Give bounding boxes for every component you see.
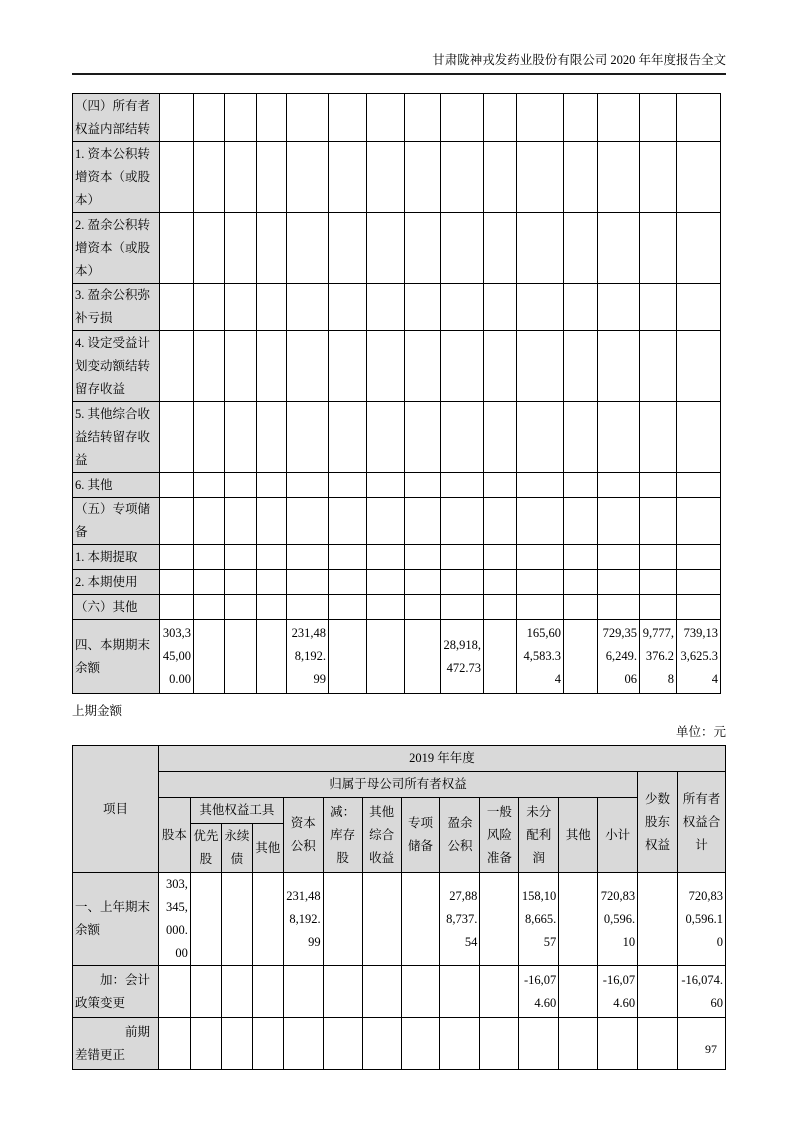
header-parent-group: 归属于母公司所有者权益	[158, 772, 637, 798]
value-cell	[367, 142, 405, 213]
header-other-equity-other: 其他	[252, 824, 283, 873]
value-cell	[480, 873, 519, 966]
table-row	[73, 620, 721, 694]
value-cell	[564, 498, 598, 545]
value-cell	[517, 284, 564, 331]
row-label: 2. 本期使用	[73, 570, 160, 595]
value-cell	[257, 620, 287, 694]
value-cell	[559, 966, 598, 1018]
header-special-reserve: 专项储备	[401, 798, 440, 873]
value-cell: 303,345,000.00	[160, 620, 194, 694]
value-cell: -16,074.60	[598, 966, 638, 1018]
value-cell	[598, 213, 640, 284]
value-cell	[287, 498, 329, 545]
row-label: （六）其他	[73, 595, 160, 620]
value-cell	[287, 331, 329, 402]
value-cell	[329, 498, 367, 545]
header-preferred-stock: 优先股	[190, 824, 221, 873]
row-label: 2. 盈余公积转增资本（或股本）	[73, 213, 160, 284]
value-cell	[367, 284, 405, 331]
value-cell	[367, 473, 405, 498]
value-cell	[367, 595, 405, 620]
value-cell	[194, 94, 225, 142]
value-cell	[329, 545, 367, 570]
header-perpetual-bond: 永续债	[221, 824, 252, 873]
value-cell	[158, 1018, 190, 1070]
value-cell	[194, 331, 225, 402]
value-cell	[405, 620, 441, 694]
value-cell	[190, 873, 221, 966]
value-cell	[564, 142, 598, 213]
value-cell	[329, 331, 367, 402]
value-cell	[517, 94, 564, 142]
value-cell: -16,074.60	[678, 966, 726, 1018]
unit-label: 单位：元	[675, 725, 726, 739]
value-cell	[257, 331, 287, 402]
value-cell	[194, 473, 225, 498]
value-cell	[517, 473, 564, 498]
value-cell	[257, 142, 287, 213]
value-cell	[677, 498, 721, 545]
value-cell	[441, 142, 484, 213]
header-less-treasury-stock: 减：库存股	[323, 798, 362, 873]
value-cell	[405, 402, 441, 473]
value-cell	[225, 570, 257, 595]
table-row	[73, 570, 721, 595]
table-row	[73, 402, 721, 473]
value-cell	[329, 142, 367, 213]
value-cell	[598, 402, 640, 473]
value-cell	[225, 620, 257, 694]
header-surplus-reserve: 盈余公积	[440, 798, 480, 873]
value-cell	[559, 873, 598, 966]
value-cell	[405, 331, 441, 402]
table-row	[73, 284, 721, 331]
value-cell	[598, 142, 640, 213]
table-row	[73, 1018, 726, 1070]
value-cell	[225, 595, 257, 620]
value-cell	[225, 142, 257, 213]
value-cell	[257, 213, 287, 284]
value-cell	[678, 1018, 726, 1070]
value-cell	[257, 545, 287, 570]
value-cell	[194, 545, 225, 570]
header-row-parent	[73, 772, 726, 798]
value-cell	[329, 595, 367, 620]
value-cell	[367, 213, 405, 284]
table-row	[73, 473, 721, 498]
value-cell	[405, 473, 441, 498]
value-cell: 303,345,000.00	[158, 873, 190, 966]
value-cell	[225, 331, 257, 402]
table-row	[73, 142, 721, 213]
value-cell	[367, 570, 405, 595]
value-cell	[559, 1018, 598, 1070]
value-cell	[517, 570, 564, 595]
value-cell	[194, 402, 225, 473]
value-cell	[225, 498, 257, 545]
value-cell	[564, 595, 598, 620]
value-cell	[405, 284, 441, 331]
value-cell	[484, 331, 517, 402]
header-capital-reserve: 资本公积	[283, 798, 323, 873]
header-row-columns	[73, 798, 726, 824]
value-cell	[221, 873, 252, 966]
value-cell	[441, 402, 484, 473]
value-cell	[194, 620, 225, 694]
value-cell	[405, 94, 441, 142]
value-cell	[329, 284, 367, 331]
value-cell	[564, 284, 598, 331]
value-cell	[638, 966, 678, 1018]
value-cell	[677, 213, 721, 284]
row-label: 一、上年期末余额	[73, 873, 159, 966]
value-cell	[194, 284, 225, 331]
row-label: （五）专项储备	[73, 498, 160, 545]
value-cell	[484, 570, 517, 595]
value-cell	[480, 1018, 519, 1070]
value-cell: 720,830,596.10	[678, 873, 726, 966]
page-number: 97	[705, 1042, 717, 1056]
value-cell	[484, 620, 517, 694]
value-cell	[221, 1018, 252, 1070]
value-cell	[638, 1018, 678, 1070]
header-subtotal: 小计	[598, 798, 638, 873]
value-cell	[564, 620, 598, 694]
value-cell	[598, 284, 640, 331]
value-cell	[160, 213, 194, 284]
header-share-capital: 股本	[158, 798, 190, 873]
value-cell	[252, 966, 283, 1018]
section-note: 上期金额	[72, 704, 123, 718]
value-cell	[441, 94, 484, 142]
value-cell	[323, 873, 362, 966]
value-cell	[564, 213, 598, 284]
header-item: 项目	[73, 746, 159, 873]
value-cell	[194, 142, 225, 213]
table-row	[73, 213, 721, 284]
value-cell	[405, 545, 441, 570]
value-cell	[194, 213, 225, 284]
value-cell	[405, 213, 441, 284]
value-cell	[190, 966, 221, 1018]
value-cell	[287, 473, 329, 498]
value-cell	[257, 498, 287, 545]
value-cell	[287, 570, 329, 595]
header-row-year	[73, 746, 726, 772]
value-cell	[323, 966, 362, 1018]
row-label: 加：会计政策变更	[73, 966, 159, 1018]
value-cell	[225, 213, 257, 284]
value-cell	[598, 498, 640, 545]
value-cell	[405, 498, 441, 545]
value-cell	[640, 284, 677, 331]
current-period-equity-table	[72, 93, 721, 694]
row-label: （四）所有者权益内部结转	[73, 94, 160, 142]
table-row	[73, 966, 726, 1018]
value-cell	[160, 595, 194, 620]
value-cell	[484, 142, 517, 213]
value-cell	[225, 473, 257, 498]
value-cell	[252, 1018, 283, 1070]
value-cell	[519, 1018, 559, 1070]
value-cell	[598, 570, 640, 595]
value-cell	[283, 1018, 323, 1070]
value-cell	[640, 94, 677, 142]
value-cell	[252, 873, 283, 966]
header-undistributed-profit: 未分配利润	[519, 798, 559, 873]
table-row	[73, 94, 721, 142]
value-cell	[640, 595, 677, 620]
value-cell	[441, 473, 484, 498]
value-cell	[160, 402, 194, 473]
value-cell	[160, 570, 194, 595]
value-cell	[484, 473, 517, 498]
value-cell	[441, 570, 484, 595]
value-cell	[640, 473, 677, 498]
header-total-equity: 所有者权益合计	[678, 772, 726, 873]
table-row	[73, 331, 721, 402]
value-cell	[160, 331, 194, 402]
previous-period-equity-table	[72, 745, 726, 1070]
value-cell	[257, 570, 287, 595]
value-cell	[225, 545, 257, 570]
value-cell	[598, 545, 640, 570]
page-header-title: 甘肃陇神戎发药业股份有限公司 2020 年年度报告全文	[72, 52, 726, 75]
value-cell	[484, 545, 517, 570]
value-cell	[225, 402, 257, 473]
value-cell	[441, 331, 484, 402]
value-cell	[677, 570, 721, 595]
value-cell	[362, 1018, 401, 1070]
value-cell	[283, 966, 323, 1018]
value-cell	[405, 142, 441, 213]
value-cell	[441, 284, 484, 331]
row-label: 3. 盈余公积弥补亏损	[73, 284, 160, 331]
value-cell	[287, 545, 329, 570]
row-label: 前期差错更正	[73, 1018, 159, 1070]
value-cell	[517, 498, 564, 545]
value-cell	[677, 94, 721, 142]
value-cell	[323, 1018, 362, 1070]
value-cell	[441, 498, 484, 545]
value-cell	[401, 873, 440, 966]
value-cell: 158,108,665.57	[519, 873, 559, 966]
value-cell	[405, 595, 441, 620]
header-other-equity-group: 其他权益工具	[190, 798, 283, 824]
value-cell	[194, 498, 225, 545]
value-cell	[517, 331, 564, 402]
value-cell	[329, 473, 367, 498]
value-cell: 720,830,596.10	[598, 873, 638, 966]
value-cell	[564, 545, 598, 570]
value-cell	[484, 595, 517, 620]
value-cell	[484, 284, 517, 331]
value-cell	[484, 498, 517, 545]
value-cell	[638, 873, 678, 966]
value-cell	[640, 570, 677, 595]
value-cell	[367, 620, 405, 694]
row-label: 4. 设定受益计划变动额结转留存收益	[73, 331, 160, 402]
value-cell	[329, 213, 367, 284]
value-cell	[158, 966, 190, 1018]
value-cell	[287, 142, 329, 213]
value-cell	[160, 142, 194, 213]
row-label: 6. 其他	[73, 473, 160, 498]
value-cell	[329, 620, 367, 694]
value-cell	[221, 966, 252, 1018]
value-cell: 739,133,625.34	[677, 620, 721, 694]
value-cell	[257, 402, 287, 473]
value-cell	[598, 331, 640, 402]
value-cell	[517, 142, 564, 213]
value-cell	[160, 284, 194, 331]
table-row	[73, 498, 721, 545]
value-cell: 165,604,583.34	[517, 620, 564, 694]
row-label: 1. 本期提取	[73, 545, 160, 570]
value-cell	[329, 94, 367, 142]
value-cell	[484, 402, 517, 473]
header-other-comprehensive-income: 其他综合收益	[362, 798, 401, 873]
value-cell	[287, 213, 329, 284]
value-cell	[287, 402, 329, 473]
value-cell	[564, 402, 598, 473]
value-cell	[564, 94, 598, 142]
value-cell	[160, 498, 194, 545]
value-cell	[194, 570, 225, 595]
value-cell	[257, 94, 287, 142]
table-row	[73, 595, 721, 620]
table-row	[73, 545, 721, 570]
value-cell	[677, 545, 721, 570]
value-cell	[160, 473, 194, 498]
value-cell	[677, 595, 721, 620]
value-cell	[329, 402, 367, 473]
header-other: 其他	[559, 798, 598, 873]
value-cell	[367, 331, 405, 402]
value-cell	[362, 966, 401, 1018]
header-year-group: 2019 年年度	[158, 746, 725, 772]
value-cell	[225, 94, 257, 142]
value-cell	[598, 473, 640, 498]
value-cell	[677, 284, 721, 331]
value-cell	[677, 473, 721, 498]
value-cell	[287, 284, 329, 331]
value-cell	[677, 402, 721, 473]
value-cell	[405, 570, 441, 595]
row-label: 1. 资本公积转增资本（或股本）	[73, 142, 160, 213]
header-minority-interest: 少数股东权益	[638, 772, 678, 873]
value-cell	[257, 284, 287, 331]
value-cell	[564, 473, 598, 498]
value-cell	[160, 545, 194, 570]
value-cell	[517, 595, 564, 620]
value-cell	[287, 595, 329, 620]
value-cell	[441, 213, 484, 284]
value-cell	[564, 570, 598, 595]
value-cell	[440, 1018, 480, 1070]
value-cell: 729,356,249.06	[598, 620, 640, 694]
value-cell	[225, 284, 257, 331]
value-cell	[598, 595, 640, 620]
value-cell	[287, 94, 329, 142]
value-cell	[598, 94, 640, 142]
value-cell	[598, 1018, 638, 1070]
row-label: 5. 其他综合收益结转留存收益	[73, 402, 160, 473]
value-cell	[484, 213, 517, 284]
value-cell	[677, 142, 721, 213]
value-cell	[401, 966, 440, 1018]
value-cell	[367, 402, 405, 473]
value-cell	[257, 473, 287, 498]
value-cell	[367, 94, 405, 142]
value-cell	[640, 331, 677, 402]
value-cell: 28,918,472.73	[441, 620, 484, 694]
value-cell: 27,888,737.54	[440, 873, 480, 966]
value-cell	[160, 94, 194, 142]
value-cell: 231,488,192.99	[283, 873, 323, 966]
value-cell	[517, 213, 564, 284]
value-cell	[517, 402, 564, 473]
value-cell	[640, 498, 677, 545]
value-cell	[640, 142, 677, 213]
table-row	[73, 873, 726, 966]
value-cell	[517, 545, 564, 570]
value-cell	[677, 331, 721, 402]
value-cell	[257, 595, 287, 620]
value-cell	[362, 873, 401, 966]
value-cell	[640, 545, 677, 570]
value-cell: -16,074.60	[519, 966, 559, 1018]
value-cell: 9,777,376.28	[640, 620, 677, 694]
value-cell	[640, 213, 677, 284]
value-cell	[441, 595, 484, 620]
value-cell: 231,488,192.99	[287, 620, 329, 694]
value-cell	[440, 966, 480, 1018]
value-cell	[564, 331, 598, 402]
value-cell	[367, 545, 405, 570]
value-cell	[484, 94, 517, 142]
value-cell	[194, 595, 225, 620]
value-cell	[367, 498, 405, 545]
row-label: 四、本期期末余额	[73, 620, 160, 694]
header-general-risk-reserve: 一般风险准备	[480, 798, 519, 873]
value-cell	[441, 545, 484, 570]
value-cell	[480, 966, 519, 1018]
value-cell	[401, 1018, 440, 1070]
value-cell	[640, 402, 677, 473]
value-cell	[190, 1018, 221, 1070]
value-cell	[329, 570, 367, 595]
